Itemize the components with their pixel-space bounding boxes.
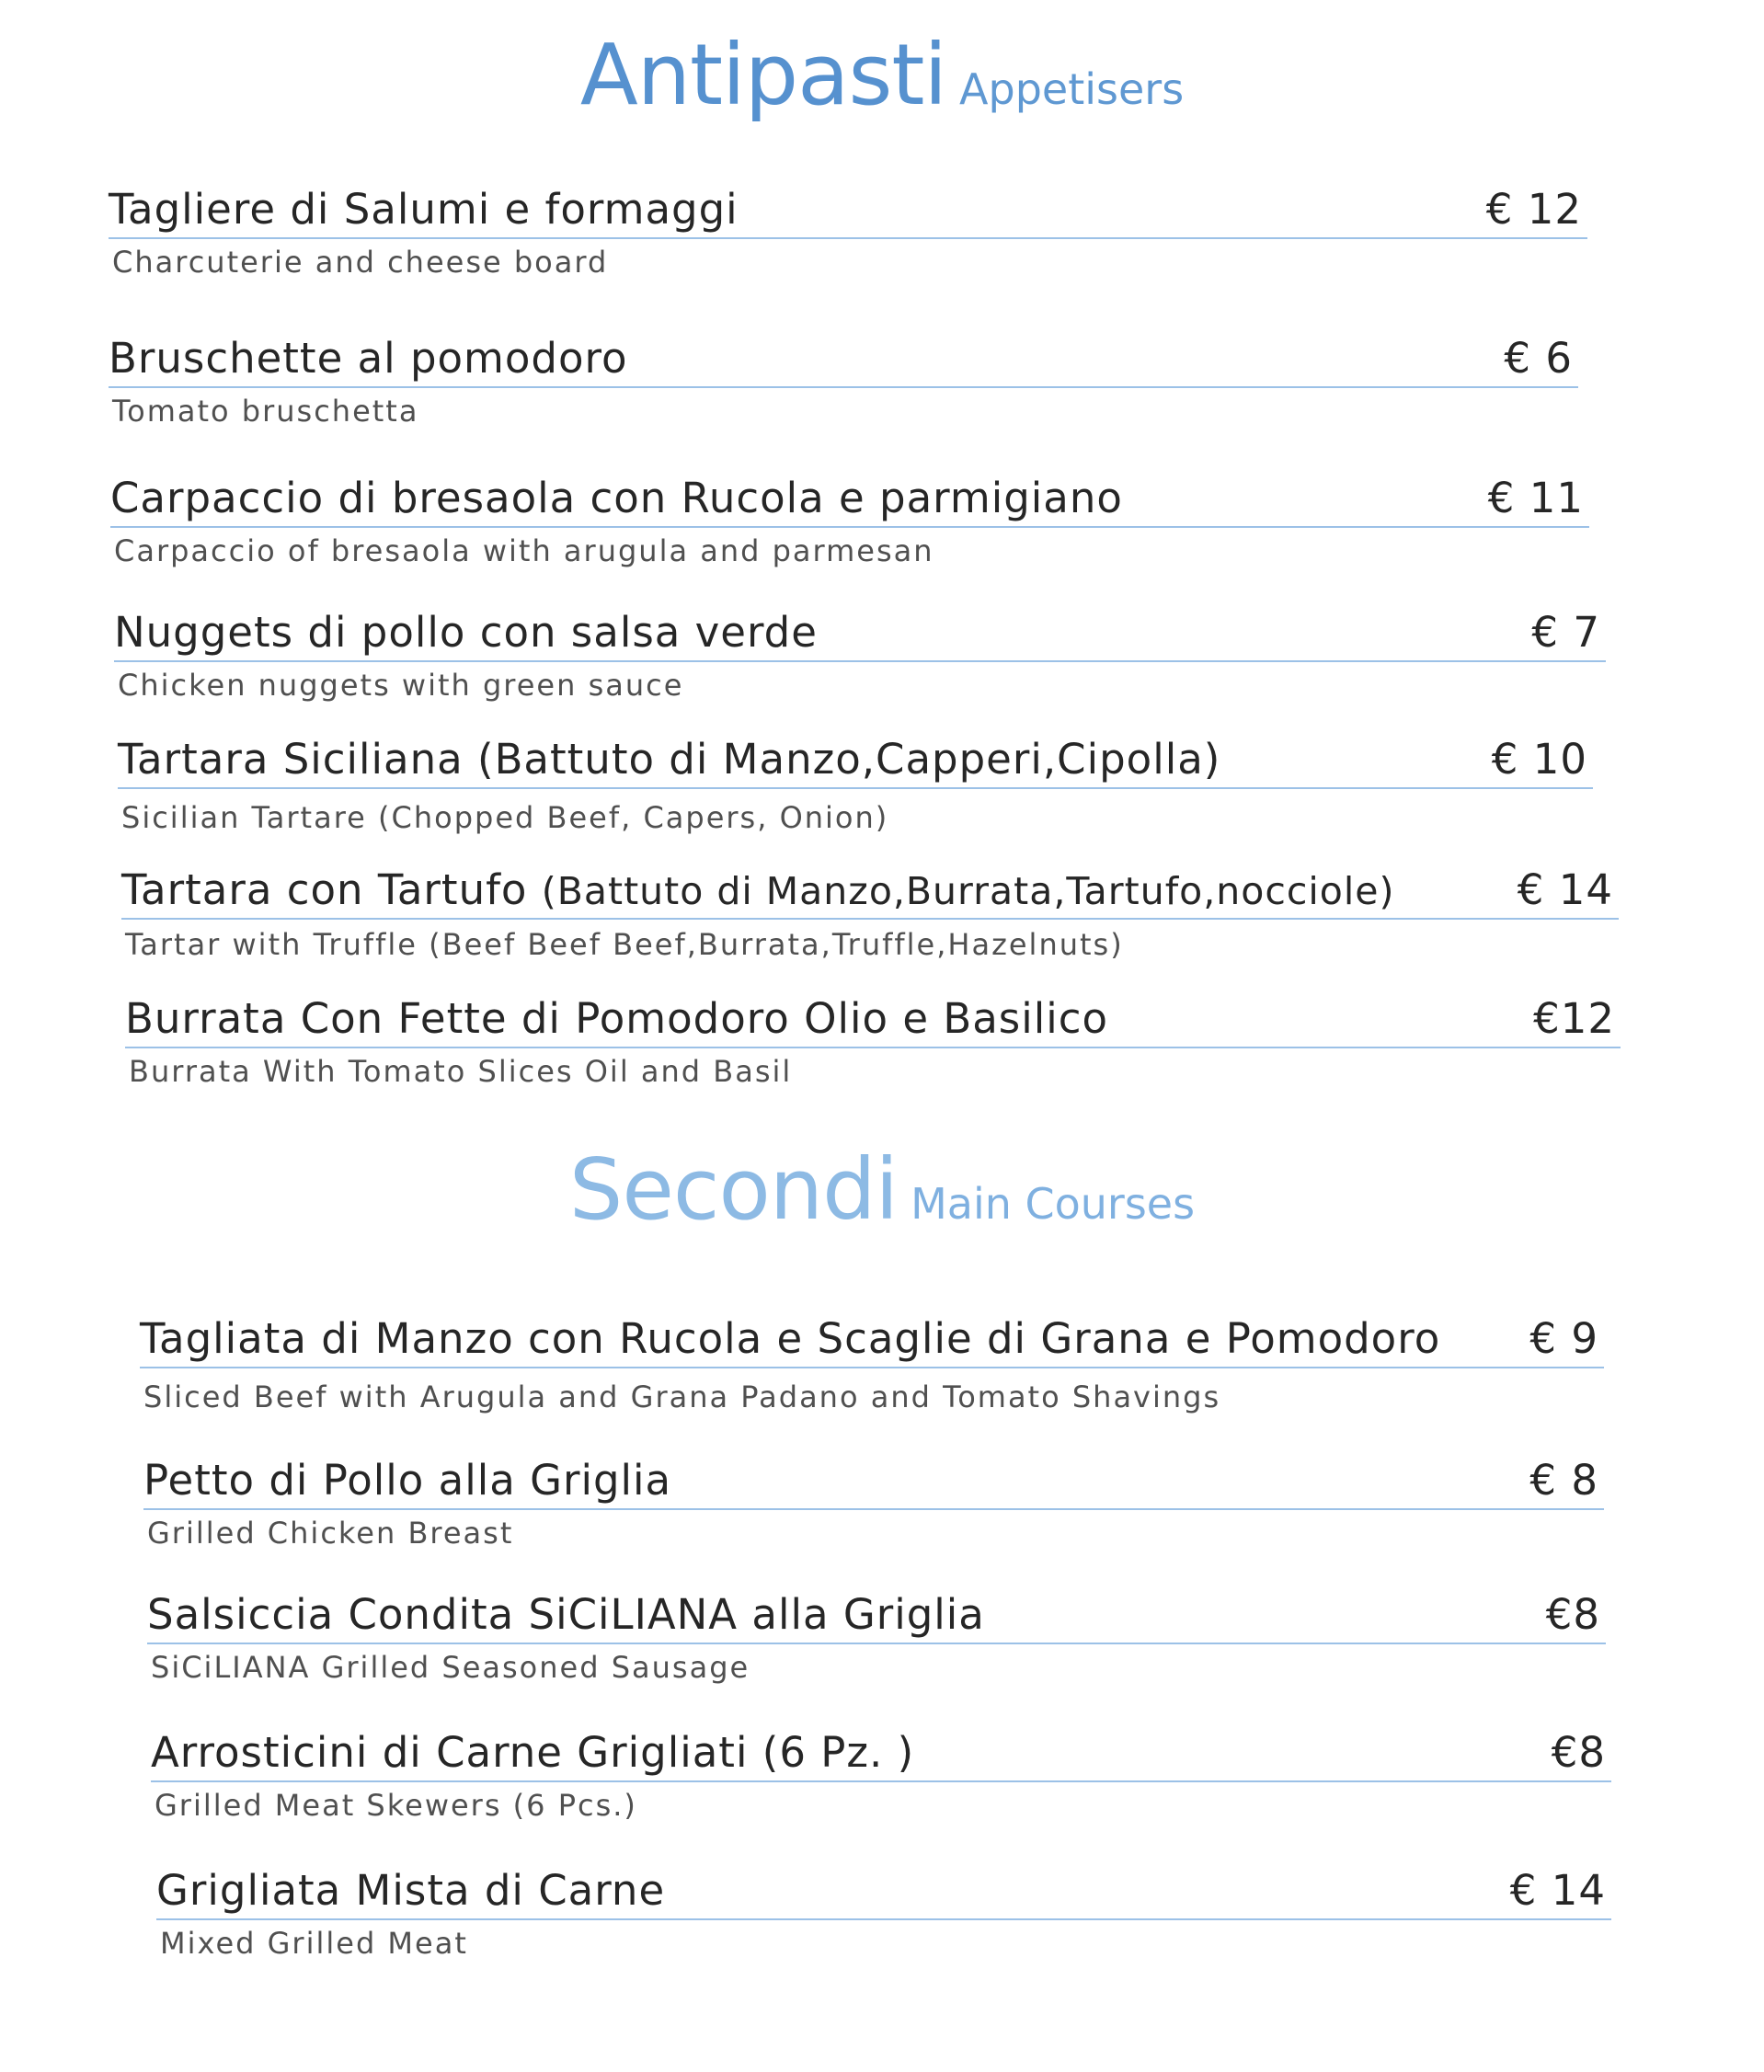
item-price: € 11 [1487,474,1584,522]
item-description: Burrata With Tomato Slices Oil and Basil [129,1054,793,1089]
item-description: Charcuterie and cheese board [112,245,609,280]
menu-item [109,329,1578,430]
item-price: €8 [1551,1728,1606,1777]
item-underline [109,329,1578,388]
menu-item [140,1310,1604,1414]
menu-item [121,861,1619,962]
item-description: Sliced Beef with Arugula and Grana Padano and Tomato Shavings [143,1379,1221,1414]
item-price: € 8 [1529,1456,1598,1505]
item-description: Mixed Grilled Meat [160,1926,468,1961]
item-underline [125,990,1621,1048]
item-underline [156,1861,1611,1920]
secondi-heading [0,1140,1764,1239]
menu-item [147,1585,1606,1687]
item-underline [121,861,1619,920]
item-description: Grilled Chicken Breast [147,1516,514,1551]
menu-item [125,990,1621,1091]
item-description: Chicken nuggets with green sauce [118,668,684,703]
item-description: Tartar with Truffle (Beef Beef Beef,Burrata,Truffle,Hazelnuts) [125,927,1124,962]
item-name: Tartara Siciliana (Battuto di Manzo,Capperi,Cipolla) [118,735,1221,784]
item-underline [114,603,1606,662]
menu-item [110,469,1589,570]
menu-item [114,603,1606,704]
item-price: € 12 [1485,185,1582,234]
item-description: SiCiLIANA Grilled Seasoned Sausage [151,1650,750,1685]
item-underline [143,1451,1604,1510]
menu-item [118,730,1593,835]
section-subtitle: Main Courses [911,1179,1196,1229]
item-underline [140,1310,1604,1368]
section-title: Secondi [568,1140,899,1239]
item-price: €12 [1533,994,1615,1043]
item-underline [151,1723,1611,1782]
item-name: Arrosticini di Carne Grigliati (6 Pz. ) [151,1728,915,1777]
item-name: Burrata Con Fette di Pomodoro Olio e Basilico [125,994,1109,1043]
item-description: Grilled Meat Skewers (6 Pcs.) [155,1788,637,1823]
antipasti-heading [0,26,1764,124]
menu-item [143,1451,1604,1552]
item-name: Carpaccio di bresaola con Rucola e parmigiano [110,474,1123,522]
item-name: Petto di Pollo alla Griglia [143,1456,672,1505]
item-price: € 10 [1491,735,1587,784]
item-price: € 9 [1529,1314,1598,1363]
item-price: € 6 [1504,334,1573,383]
item-name: Nuggets di pollo con salsa verde [114,608,818,657]
item-underline [109,180,1587,239]
item-name-detail: (Battuto di Manzo,Burrata,Tartufo,nocciole) [541,869,1395,913]
item-underline [110,469,1589,528]
section-subtitle: Appetisers [959,64,1185,114]
item-price: € 7 [1531,608,1600,657]
item-price: €8 [1545,1590,1600,1639]
menu-item [151,1723,1611,1825]
section-title: Antipasti [579,26,947,124]
menu-item [109,180,1587,281]
item-underline [118,730,1593,789]
item-name: Salsiccia Condita SiCiLIANA alla Griglia [147,1590,985,1639]
item-name: Tagliere di Salumi e formaggi [109,185,739,234]
item-name: Bruschette al pomodoro [109,334,628,383]
item-name [121,865,1394,914]
item-price: € 14 [1509,1866,1606,1915]
item-name: Grigliata Mista di Carne [156,1866,666,1915]
item-price: € 14 [1517,865,1613,914]
item-description: Tomato bruschetta [112,394,419,429]
item-underline [147,1585,1606,1644]
item-name: Tagliata di Manzo con Rucola e Scaglie di Grana e Pomodoro [140,1314,1441,1363]
item-name-main: Tartara con Tartufo [121,865,528,914]
menu-item [156,1861,1611,1963]
item-description: Carpaccio of bresaola with arugula and parmesan [114,533,934,568]
item-description: Sicilian Tartare (Chopped Beef, Capers, Onion) [121,800,889,835]
